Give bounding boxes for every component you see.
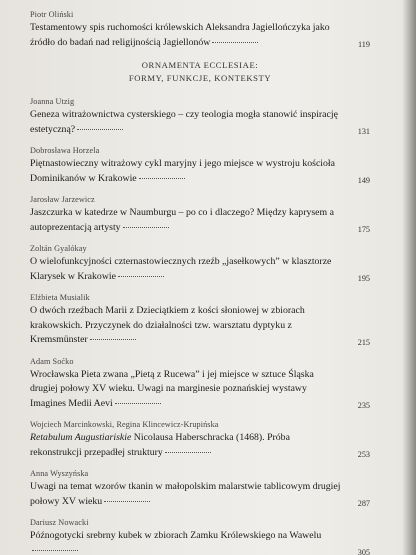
toc-entry	[30, 97, 370, 137]
entry-page-number: 195	[357, 274, 370, 283]
leader-dots	[90, 338, 136, 340]
toc-entry	[30, 195, 370, 235]
leader-dots	[123, 226, 169, 228]
entry-page-number: 235	[357, 401, 370, 410]
toc-entry	[30, 244, 370, 284]
entry-author: Zoltán Gyalókay	[30, 244, 87, 253]
leader-dots	[77, 128, 123, 130]
entry-author: Joanna Utzig	[30, 97, 75, 106]
entry-author: Piotr Oliński	[30, 10, 74, 19]
toc-entry	[30, 469, 370, 509]
entry-page-number: 175	[357, 225, 370, 234]
entry-title: O wielofunkcyjności czternastowiecznych rzeźb „jasełkowych” w klasztorze Klarysek w Krakowie	[30, 256, 332, 282]
entry-title: Retabulum Augustiariskie Nicolausa Haberschracka (1468). Próba rekonstrukcji przepadłej struktury	[30, 432, 290, 458]
leader-dots	[212, 41, 258, 43]
toc-entry	[30, 420, 370, 460]
toc-entry	[30, 357, 370, 412]
page-edge-shadow	[402, 0, 416, 555]
entry-title-italic: Retabulum Augustiariskie	[30, 432, 132, 443]
entry-author: Elżbieta Musialik	[30, 293, 90, 302]
entry-title: O dwóch rzeźbach Marii z Dzieciątkiem z kości słoniowej w zbiorach krakowskich. Przyczynek do działalności tzw. warsztatu dyptyku z Kremsmünster	[30, 305, 305, 345]
entry-page-number: 305	[357, 548, 370, 555]
entry-title: Geneza witrażownictwa cysterskiego – czy teologia mogła stanowić inspirację estetyczną?	[30, 109, 338, 135]
leader-dots	[104, 500, 150, 502]
leader-dots	[115, 402, 161, 404]
table-of-contents	[30, 0, 370, 555]
toc-entries	[30, 97, 370, 555]
entry-page-number: 287	[357, 499, 370, 508]
entry-author: Dariusz Nowacki	[30, 518, 89, 527]
leader-dots	[32, 549, 78, 551]
entry-page-number: 149	[357, 176, 370, 185]
entry-author: Dobrosława Horzela	[30, 146, 100, 155]
entry-page-number: 253	[357, 450, 370, 459]
toc-entry	[30, 293, 370, 348]
entry-title: Testamentowy spis ruchomości królewskich Aleksandra Jagiellończyka jako źródło do badań nad religijnością Jagiellonów	[30, 22, 330, 48]
entry-title: Uwagi na temat wzorów tkanin w małopolskim malarstwie tablicowym drugiej połowy XV wieku	[30, 481, 341, 507]
entry-page-number: 119	[358, 40, 370, 49]
entry-page-number: 215	[357, 337, 370, 347]
entry-title: Późnogotycki srebrny kubek w zbiorach Zamku Królewskiego na Wawelu	[30, 529, 342, 555]
entry-author: Anna Wyszyńska	[30, 469, 89, 478]
entry-author: Wojciech Marcinkowski, Regina Klincewicz-Krupińska	[30, 420, 219, 429]
leader-dots	[139, 177, 185, 179]
leader-dots	[165, 451, 211, 453]
entry-author: Adam Soćko	[30, 356, 74, 366]
entry-author: Jarosław Jarzewicz	[30, 195, 95, 204]
toc-entry	[30, 146, 370, 186]
entry-page-number: 131	[357, 127, 370, 136]
toc-entry	[30, 10, 370, 50]
leader-dots	[118, 275, 164, 277]
entry-title: Piętnastowieczny witrażowy cykl maryjny i jego miejsce w wystroju kościoła Dominikanów w Krakowie	[30, 158, 335, 184]
entry-title: Wrocławska Pieta zwana „Pietą z Rucewa” i jej miejsce w sztuce Śląska drugiej połowy XV wieku. Uwagi na marginesie poznańskiej wystawy Imagines Medii Aevi	[30, 368, 314, 409]
toc-entry	[30, 518, 370, 555]
entry-title: Jaszczurka w katedrze w Naumburgu – po co i dlaczego? Między kaprysem a autoprezentacją artysty	[30, 207, 334, 233]
section-heading: ORNAMENTA ECCLESIAE: FORMY, FUNKCJE, KONTEKSTY	[128, 60, 272, 83]
